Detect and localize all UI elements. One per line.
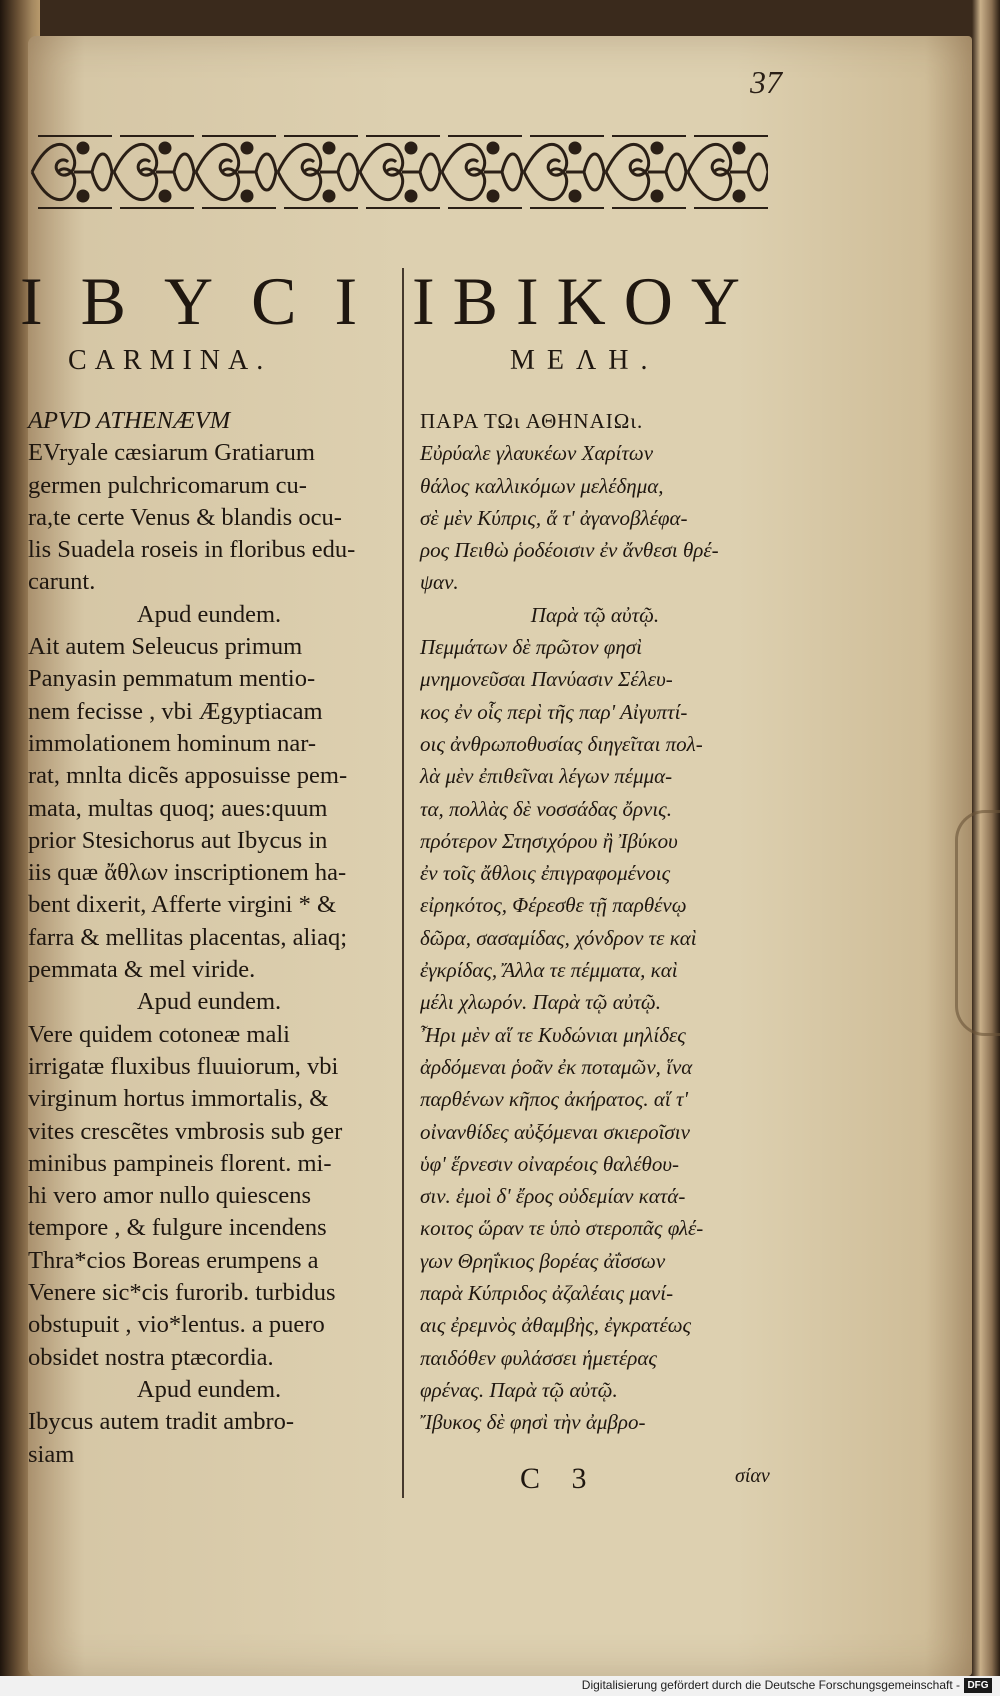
greek-text-line: ἐν τοῖς ἄθλοις ἐπιγραφομένοις (420, 861, 671, 886)
latin-text-line: bent dixerit, Afferte virgini * & (28, 891, 337, 919)
greek-text-line: αις ἐρεμνὸς ἀθαμβὴς, ἐγκρατέως (420, 1313, 692, 1338)
latin-subtitle: CARMINA. (68, 345, 272, 376)
greek-text-line: Παρὰ τῷ αὐτῷ. (530, 602, 660, 627)
greek-text-line: λὰ μὲν ἐπιθεῖναι λέγων πέμμα- (420, 764, 673, 789)
latin-text-line: nem fecisse , vbi Ægyptiacam (28, 697, 323, 725)
greek-text-line: κος ἐν οἷς περὶ τῆς παρ' Αἰγυπτί- (420, 699, 688, 724)
greek-text-line: ἀρδόμεναι ῥοᾶν ἐκ ποταμῶν, ἵνα (420, 1054, 693, 1079)
latin-text-line: lis Suadela roseis in floribus edu- (28, 536, 356, 564)
latin-text-line: minibus pampineis florent. mi- (28, 1149, 332, 1177)
greek-text-line: φρένας. Παρὰ τῷ αὐτῷ. (420, 1377, 618, 1402)
greek-text-line: σὲ μὲν Κύπρις, ἅ τ' ἀγανοβλέφα- (420, 505, 688, 530)
greek-text-line: μνημονεῦσαι Πανύασιν Σέλευ- (420, 667, 673, 692)
latin-text-line: carunt. (28, 568, 96, 596)
greek-text-line: σιν. ἐμοὶ δ' ἔρος οὐδεμίαν κατά- (420, 1184, 686, 1209)
latin-text-line: hi vero amor nullo quiescens (28, 1182, 312, 1210)
latin-text-line: Apud eundem. (136, 988, 282, 1016)
latin-text-line: Thra*cios Boreas erumpens a (28, 1246, 319, 1274)
greek-text-line: ρος Πειθὼ ῥοδέοισιν ἐν ἄνθεσι θρέ- (420, 538, 719, 563)
greek-text-line: δῶρα, σασαμίδας, χόνδρον τε καὶ (420, 925, 697, 950)
greek-text-line: Ἦρι μὲν αἵ τε Κυδώνιαι μηλίδες (420, 1022, 686, 1047)
catchword: σίαν (735, 1465, 770, 1487)
latin-text-line: Vere quidem cotoneæ mali (28, 1020, 290, 1048)
latin-text-line: obsidet nostra ptæcordia. (28, 1343, 274, 1371)
latin-text-line: ra,te certe Venus & blandis ocu- (28, 503, 342, 531)
latin-text-line: immolationem hominum nar- (28, 729, 317, 757)
book-clasp (955, 810, 1000, 1036)
signature-mark: C 3 (520, 1462, 599, 1495)
latin-text-line: APVD ATHENÆVM (28, 407, 231, 434)
column-divider (402, 268, 404, 1498)
latin-text-line: siam (28, 1440, 75, 1468)
greek-text-line: ψαν. (420, 570, 459, 595)
greek-text-line: Εὐρύαλε γλαυκέων Χαρίτων (420, 441, 654, 466)
credit-bar (0, 1676, 1000, 1696)
latin-text-line: Venere sic*cis furorib. turbidus (28, 1279, 336, 1307)
latin-text-line: rat, mnlta dicẽs apposuisse pem- (28, 762, 348, 790)
greek-text-column (420, 405, 770, 1439)
greek-text-line: γων Θρηΐκιος βορέας ἀΐσσων (420, 1248, 666, 1273)
greek-text-line: θάλος καλλικόμων μελέδημα, (420, 473, 664, 498)
latin-title: IBYCI (20, 263, 396, 339)
latin-text-line: farra & mellitas placentas, aliaq; (28, 923, 348, 951)
latin-text-line: EVryale cæsiarum Gratiarum (28, 439, 315, 467)
latin-text-line: irrigatæ fluxibus fluuiorum, vbi (28, 1052, 339, 1080)
latin-text-line: tempore , & fulgure incendens (28, 1214, 327, 1242)
latin-text-line: Ibycus autem tradit ambro- (28, 1408, 295, 1436)
greek-text-line: Ἴβυκος δὲ φησὶ τὴν ἀμβρο- (420, 1410, 646, 1435)
greek-text-line: ὑφ' ἕρνεσιν οἰναρέοις θαλέθου- (420, 1151, 680, 1176)
latin-text-line: pemmata & mel viride. (28, 956, 256, 984)
latin-text-line: Ait autem Seleucus primum (28, 633, 303, 661)
latin-text-line: iis quæ ἄθλων inscriptionem ha- (28, 859, 347, 887)
greek-text-line: οις ἀνθρωποθυσίας διηγεῖται πολ- (420, 731, 703, 756)
greek-text-line: τα, πολλὰς δὲ νοσσάδας ὄρνις. (420, 796, 672, 821)
greek-text-line: Πεμμάτων δὲ πρῶτον φησὶ (420, 635, 642, 660)
latin-text-column (28, 405, 390, 1471)
greek-text-line: πρότερον Στησιχόρου ἢ Ἰβύκου (420, 828, 678, 853)
latin-text-line: Apud eundem. (136, 1375, 282, 1403)
greek-text-line: οἰνανθίδες αὐξόμεναι σκιεροῖσιν (420, 1119, 690, 1144)
credit-text: Digitalisierung gefördert durch die Deutsche Forschungsgemeinschaft - (581, 1678, 960, 1692)
latin-text-line: Panyasin pemmatum mentio- (28, 665, 316, 693)
greek-text-line: παρὰ Κύπριδος ἀζαλέαις μανί- (420, 1281, 674, 1306)
greek-text-line: κοιτος ὥραν τε ὑπὸ στεροπᾶς φλέ- (420, 1216, 704, 1241)
latin-text-line: prior Stesichorus aut Ibycus in (28, 826, 328, 854)
latin-text-line: Apud eundem. (136, 600, 282, 628)
greek-text-line: παιδόθεν φυλάσσει ἡμετέρας (420, 1345, 657, 1370)
greek-text-line: παρθένων κῆπος ἀκήρατος. αἵ τ' (420, 1087, 688, 1112)
greek-subtitle: ΜΕΛΗ. (510, 345, 660, 376)
greek-text-line: ἐγκρίδας, Ἄλλα τε πέμματα, καὶ (420, 958, 678, 983)
greek-text-line: εἰρηκότος, Φέρεσθε τῇ παρθένῳ (420, 893, 687, 918)
dfg-logo: DFG (964, 1678, 992, 1693)
latin-text-line: virginum hortus immortalis, & (28, 1085, 329, 1113)
greek-title: IBIKOY (412, 263, 758, 339)
greek-text-line: μέλι χλωρόν. Παρὰ τῷ αὐτῷ. (420, 990, 661, 1015)
latin-text-line: obstupuit , vio*lentus. a puero (28, 1311, 325, 1339)
greek-text-line: ΠΑΡΑ ΤΩι ΑΘΗΝΑΙΩι. (420, 409, 644, 433)
latin-text-line: germen pulchricomarum cu- (28, 471, 307, 499)
page-number: 37 (750, 64, 782, 100)
decorative-headpiece-ornament (28, 128, 768, 216)
latin-text-line: vites crescẽtes vmbrosis sub ger (28, 1117, 343, 1145)
latin-text-line: mata, multas quoq; aues:quum (28, 794, 328, 822)
